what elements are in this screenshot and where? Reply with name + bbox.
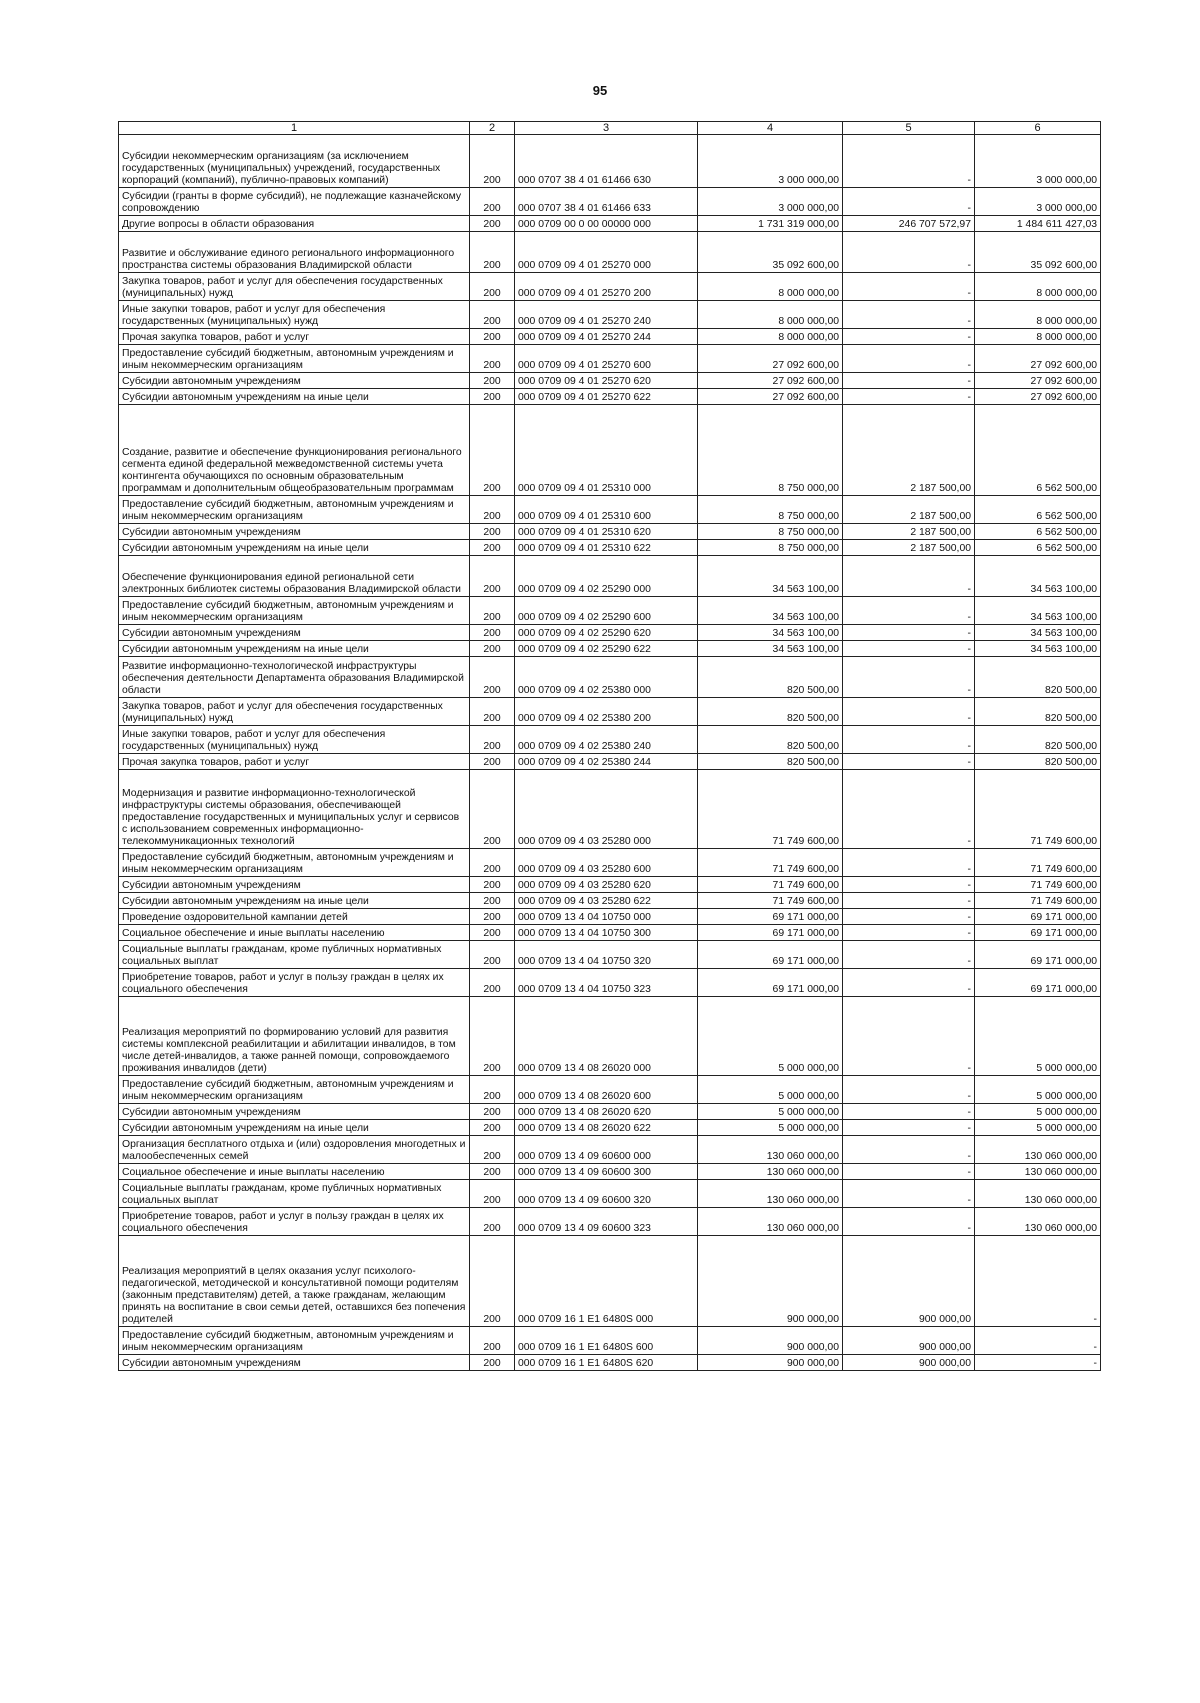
table-row bbox=[119, 877, 1101, 893]
row-code-cell: 000 0709 09 4 02 25380 244 bbox=[515, 754, 698, 770]
table-row bbox=[119, 1104, 1101, 1120]
row-admin-cell: 200 bbox=[470, 405, 515, 496]
row-total-cell: - bbox=[975, 1327, 1101, 1355]
row-code-cell: 000 0709 00 0 00 00000 000 bbox=[515, 216, 698, 232]
table-row bbox=[119, 625, 1101, 641]
row-code-cell: 000 0709 13 4 04 10750 320 bbox=[515, 941, 698, 969]
row-plan-cell: 5 000 000,00 bbox=[698, 1076, 843, 1104]
row-total-cell: 3 000 000,00 bbox=[975, 135, 1101, 188]
row-change-cell: - bbox=[843, 849, 975, 877]
row-change-cell: - bbox=[843, 969, 975, 997]
table-row bbox=[119, 1164, 1101, 1180]
row-admin-cell: 200 bbox=[470, 893, 515, 909]
table-row bbox=[119, 849, 1101, 877]
row-admin-cell: 200 bbox=[470, 1180, 515, 1208]
row-plan-cell: 34 563 100,00 bbox=[698, 556, 843, 597]
row-plan-cell: 3 000 000,00 bbox=[698, 135, 843, 188]
row-admin-cell: 200 bbox=[470, 754, 515, 770]
row-plan-cell: 3 000 000,00 bbox=[698, 188, 843, 216]
table-row bbox=[119, 556, 1101, 597]
row-name-cell: Предоставление субсидий бюджетным, автономным учреждениям и иным некоммерческим организациям bbox=[119, 1327, 470, 1355]
row-change-cell: - bbox=[843, 556, 975, 597]
table-row bbox=[119, 540, 1101, 556]
row-plan-cell: 5 000 000,00 bbox=[698, 997, 843, 1076]
row-total-cell: 69 171 000,00 bbox=[975, 941, 1101, 969]
row-admin-cell: 200 bbox=[470, 1120, 515, 1136]
row-name-cell: Иные закупки товаров, работ и услуг для обеспечения государственных (муниципальных) нужд bbox=[119, 301, 470, 329]
row-admin-cell: 200 bbox=[470, 1355, 515, 1371]
row-change-cell: 246 707 572,97 bbox=[843, 216, 975, 232]
row-total-cell: - bbox=[975, 1355, 1101, 1371]
row-admin-cell: 200 bbox=[470, 698, 515, 726]
row-name-cell: Реализация мероприятий по формированию условий для развития системы комплексной реабилитации и абилитации инвалидов, в том числе детей-инвалидов, а также ранней помощи, сопровождаемого проживания инвалидов (дети) bbox=[119, 997, 470, 1076]
row-total-cell: 71 749 600,00 bbox=[975, 770, 1101, 849]
table-row bbox=[119, 135, 1101, 188]
row-code-cell: 000 0709 09 4 01 25310 622 bbox=[515, 540, 698, 556]
table-row bbox=[119, 698, 1101, 726]
table-row bbox=[119, 754, 1101, 770]
row-admin-cell: 200 bbox=[470, 597, 515, 625]
table-row bbox=[119, 1355, 1101, 1371]
row-name-cell: Предоставление субсидий бюджетным, автономным учреждениям и иным некоммерческим организациям bbox=[119, 496, 470, 524]
row-total-cell: 820 500,00 bbox=[975, 657, 1101, 698]
row-change-cell: - bbox=[843, 1180, 975, 1208]
row-change-cell: - bbox=[843, 625, 975, 641]
row-total-cell: 69 171 000,00 bbox=[975, 969, 1101, 997]
row-plan-cell: 71 749 600,00 bbox=[698, 893, 843, 909]
table-row bbox=[119, 405, 1101, 496]
row-admin-cell: 200 bbox=[470, 657, 515, 698]
row-admin-cell: 200 bbox=[470, 556, 515, 597]
row-code-cell: 000 0709 13 4 08 26020 000 bbox=[515, 997, 698, 1076]
row-code-cell: 000 0709 13 4 08 26020 622 bbox=[515, 1120, 698, 1136]
row-plan-cell: 69 171 000,00 bbox=[698, 909, 843, 925]
table-row bbox=[119, 496, 1101, 524]
column-header-change: 5 bbox=[843, 122, 975, 135]
row-code-cell: 000 0709 13 4 04 10750 000 bbox=[515, 909, 698, 925]
row-code-cell: 000 0709 09 4 03 25280 600 bbox=[515, 849, 698, 877]
row-total-cell: 34 563 100,00 bbox=[975, 597, 1101, 625]
row-total-cell: 69 171 000,00 bbox=[975, 925, 1101, 941]
row-change-cell: - bbox=[843, 329, 975, 345]
row-code-cell: 000 0709 13 4 09 60600 300 bbox=[515, 1164, 698, 1180]
row-total-cell: 130 060 000,00 bbox=[975, 1136, 1101, 1164]
table-row bbox=[119, 909, 1101, 925]
row-plan-cell: 5 000 000,00 bbox=[698, 1120, 843, 1136]
row-change-cell: - bbox=[843, 345, 975, 373]
row-change-cell: 2 187 500,00 bbox=[843, 540, 975, 556]
row-plan-cell: 8 750 000,00 bbox=[698, 405, 843, 496]
row-name-cell: Проведение оздоровительной кампании детей bbox=[119, 909, 470, 925]
row-change-cell: - bbox=[843, 657, 975, 698]
table-row bbox=[119, 273, 1101, 301]
row-admin-cell: 200 bbox=[470, 188, 515, 216]
row-total-cell: 5 000 000,00 bbox=[975, 1120, 1101, 1136]
row-total-cell: 130 060 000,00 bbox=[975, 1208, 1101, 1236]
row-plan-cell: 69 171 000,00 bbox=[698, 925, 843, 941]
row-total-cell: 71 749 600,00 bbox=[975, 877, 1101, 893]
table-row bbox=[119, 969, 1101, 997]
row-change-cell: 2 187 500,00 bbox=[843, 496, 975, 524]
row-total-cell: 1 484 611 427,03 bbox=[975, 216, 1101, 232]
column-header-plan: 4 bbox=[698, 122, 843, 135]
row-name-cell: Предоставление субсидий бюджетным, автономным учреждениям и иным некоммерческим организациям bbox=[119, 1076, 470, 1104]
row-code-cell: 000 0709 13 4 09 60600 320 bbox=[515, 1180, 698, 1208]
table-body bbox=[119, 135, 1101, 1371]
row-code-cell: 000 0709 09 4 03 25280 620 bbox=[515, 877, 698, 893]
row-plan-cell: 71 749 600,00 bbox=[698, 849, 843, 877]
row-code-cell: 000 0709 09 4 01 25270 622 bbox=[515, 389, 698, 405]
row-code-cell: 000 0709 09 4 01 25270 240 bbox=[515, 301, 698, 329]
row-plan-cell: 27 092 600,00 bbox=[698, 389, 843, 405]
row-total-cell: - bbox=[975, 1236, 1101, 1327]
table-row bbox=[119, 1180, 1101, 1208]
row-name-cell: Предоставление субсидий бюджетным, автономным учреждениям и иным некоммерческим организациям bbox=[119, 345, 470, 373]
table-row bbox=[119, 893, 1101, 909]
row-admin-cell: 200 bbox=[470, 1327, 515, 1355]
row-total-cell: 34 563 100,00 bbox=[975, 625, 1101, 641]
row-admin-cell: 200 bbox=[470, 1136, 515, 1164]
row-change-cell: - bbox=[843, 770, 975, 849]
row-change-cell: - bbox=[843, 893, 975, 909]
row-admin-cell: 200 bbox=[470, 540, 515, 556]
row-total-cell: 820 500,00 bbox=[975, 698, 1101, 726]
table-row bbox=[119, 1327, 1101, 1355]
row-name-cell: Социальные выплаты гражданам, кроме публичных нормативных социальных выплат bbox=[119, 941, 470, 969]
row-plan-cell: 27 092 600,00 bbox=[698, 373, 843, 389]
row-plan-cell: 900 000,00 bbox=[698, 1327, 843, 1355]
row-total-cell: 5 000 000,00 bbox=[975, 1104, 1101, 1120]
row-total-cell: 8 000 000,00 bbox=[975, 301, 1101, 329]
row-admin-cell: 200 bbox=[470, 373, 515, 389]
row-name-cell: Социальные выплаты гражданам, кроме публичных нормативных социальных выплат bbox=[119, 1180, 470, 1208]
row-plan-cell: 820 500,00 bbox=[698, 726, 843, 754]
table-row bbox=[119, 657, 1101, 698]
row-plan-cell: 900 000,00 bbox=[698, 1236, 843, 1327]
row-name-cell: Субсидии (гранты в форме субсидий), не подлежащие казначейскому сопровождению bbox=[119, 188, 470, 216]
table-row bbox=[119, 941, 1101, 969]
row-plan-cell: 8 750 000,00 bbox=[698, 496, 843, 524]
row-total-cell: 8 000 000,00 bbox=[975, 329, 1101, 345]
row-change-cell: - bbox=[843, 698, 975, 726]
row-total-cell: 6 562 500,00 bbox=[975, 405, 1101, 496]
row-change-cell: - bbox=[843, 997, 975, 1076]
row-total-cell: 130 060 000,00 bbox=[975, 1180, 1101, 1208]
row-admin-cell: 200 bbox=[470, 925, 515, 941]
row-code-cell: 000 0709 16 1 E1 6480S 000 bbox=[515, 1236, 698, 1327]
row-plan-cell: 8 000 000,00 bbox=[698, 273, 843, 301]
row-change-cell: - bbox=[843, 909, 975, 925]
table-row bbox=[119, 925, 1101, 941]
row-name-cell: Развитие и обслуживание единого регионального информационного пространства системы образования Владимирской области bbox=[119, 232, 470, 273]
row-admin-cell: 200 bbox=[470, 232, 515, 273]
row-name-cell: Организация бесплатного отдыха и (или) оздоровления многодетных и малообеспеченных семей bbox=[119, 1136, 470, 1164]
row-name-cell: Приобретение товаров, работ и услуг в пользу граждан в целях их социального обеспечения bbox=[119, 969, 470, 997]
row-admin-cell: 200 bbox=[470, 726, 515, 754]
row-change-cell: - bbox=[843, 1120, 975, 1136]
row-change-cell: 900 000,00 bbox=[843, 1327, 975, 1355]
row-name-cell: Обеспечение функционирования единой региональной сети электронных библиотек системы образования Владимирской области bbox=[119, 556, 470, 597]
row-admin-cell: 200 bbox=[470, 1104, 515, 1120]
row-name-cell: Субсидии автономным учреждениям на иные цели bbox=[119, 389, 470, 405]
row-admin-cell: 200 bbox=[470, 969, 515, 997]
row-plan-cell: 130 060 000,00 bbox=[698, 1136, 843, 1164]
row-code-cell: 000 0709 09 4 02 25380 240 bbox=[515, 726, 698, 754]
row-plan-cell: 130 060 000,00 bbox=[698, 1208, 843, 1236]
row-code-cell: 000 0709 09 4 01 25310 620 bbox=[515, 524, 698, 540]
row-change-cell: - bbox=[843, 389, 975, 405]
table-row bbox=[119, 389, 1101, 405]
row-plan-cell: 34 563 100,00 bbox=[698, 625, 843, 641]
row-name-cell: Субсидии автономным учреждениям bbox=[119, 1104, 470, 1120]
row-change-cell: - bbox=[843, 597, 975, 625]
row-admin-cell: 200 bbox=[470, 909, 515, 925]
table-row bbox=[119, 1208, 1101, 1236]
row-change-cell: - bbox=[843, 641, 975, 657]
row-code-cell: 000 0709 09 4 01 25270 244 bbox=[515, 329, 698, 345]
row-code-cell: 000 0707 38 4 01 61466 633 bbox=[515, 188, 698, 216]
row-admin-cell: 200 bbox=[470, 941, 515, 969]
table-row bbox=[119, 726, 1101, 754]
row-code-cell: 000 0709 09 4 02 25380 000 bbox=[515, 657, 698, 698]
table-row bbox=[119, 597, 1101, 625]
row-plan-cell: 35 092 600,00 bbox=[698, 232, 843, 273]
row-change-cell: - bbox=[843, 1208, 975, 1236]
row-admin-cell: 200 bbox=[470, 877, 515, 893]
row-total-cell: 27 092 600,00 bbox=[975, 345, 1101, 373]
row-name-cell: Прочая закупка товаров, работ и услуг bbox=[119, 754, 470, 770]
row-total-cell: 27 092 600,00 bbox=[975, 389, 1101, 405]
row-plan-cell: 820 500,00 bbox=[698, 698, 843, 726]
row-name-cell: Субсидии автономным учреждениям на иные цели bbox=[119, 540, 470, 556]
row-change-cell: 2 187 500,00 bbox=[843, 405, 975, 496]
row-total-cell: 71 749 600,00 bbox=[975, 893, 1101, 909]
row-name-cell: Социальное обеспечение и иные выплаты населению bbox=[119, 925, 470, 941]
row-name-cell: Социальное обеспечение и иные выплаты населению bbox=[119, 1164, 470, 1180]
row-change-cell: - bbox=[843, 754, 975, 770]
row-name-cell: Субсидии автономным учреждениям bbox=[119, 877, 470, 893]
row-plan-cell: 820 500,00 bbox=[698, 754, 843, 770]
row-code-cell: 000 0709 09 4 01 25270 000 bbox=[515, 232, 698, 273]
row-total-cell: 5 000 000,00 bbox=[975, 1076, 1101, 1104]
row-total-cell: 5 000 000,00 bbox=[975, 997, 1101, 1076]
row-total-cell: 820 500,00 bbox=[975, 726, 1101, 754]
row-plan-cell: 8 750 000,00 bbox=[698, 540, 843, 556]
table-row bbox=[119, 329, 1101, 345]
row-plan-cell: 27 092 600,00 bbox=[698, 345, 843, 373]
row-code-cell: 000 0709 13 4 09 60600 000 bbox=[515, 1136, 698, 1164]
row-name-cell: Субсидии автономным учреждениям bbox=[119, 1355, 470, 1371]
row-change-cell: 900 000,00 bbox=[843, 1355, 975, 1371]
row-name-cell: Субсидии автономным учреждениям bbox=[119, 373, 470, 389]
column-header-total: 6 bbox=[975, 122, 1101, 135]
row-admin-cell: 200 bbox=[470, 625, 515, 641]
row-code-cell: 000 0709 09 4 02 25290 000 bbox=[515, 556, 698, 597]
row-code-cell: 000 0709 09 4 02 25290 600 bbox=[515, 597, 698, 625]
row-plan-cell: 130 060 000,00 bbox=[698, 1164, 843, 1180]
row-name-cell: Субсидии автономным учреждениям bbox=[119, 524, 470, 540]
row-admin-cell: 200 bbox=[470, 770, 515, 849]
row-plan-cell: 34 563 100,00 bbox=[698, 641, 843, 657]
row-code-cell: 000 0709 09 4 03 25280 622 bbox=[515, 893, 698, 909]
row-admin-cell: 200 bbox=[470, 301, 515, 329]
row-plan-cell: 820 500,00 bbox=[698, 657, 843, 698]
row-code-cell: 000 0709 09 4 01 25310 000 bbox=[515, 405, 698, 496]
column-header-admin: 2 bbox=[470, 122, 515, 135]
row-plan-cell: 8 000 000,00 bbox=[698, 329, 843, 345]
table-row bbox=[119, 1236, 1101, 1327]
row-name-cell: Предоставление субсидий бюджетным, автономным учреждениям и иным некоммерческим организациям bbox=[119, 597, 470, 625]
row-name-cell: Субсидии автономным учреждениям на иные цели bbox=[119, 641, 470, 657]
table-row bbox=[119, 345, 1101, 373]
row-change-cell: - bbox=[843, 941, 975, 969]
row-admin-cell: 200 bbox=[470, 273, 515, 301]
row-admin-cell: 200 bbox=[470, 1076, 515, 1104]
row-code-cell: 000 0709 13 4 08 26020 620 bbox=[515, 1104, 698, 1120]
row-change-cell: - bbox=[843, 1164, 975, 1180]
row-code-cell: 000 0709 13 4 04 10750 323 bbox=[515, 969, 698, 997]
row-change-cell: - bbox=[843, 188, 975, 216]
row-total-cell: 130 060 000,00 bbox=[975, 1164, 1101, 1180]
row-total-cell: 69 171 000,00 bbox=[975, 909, 1101, 925]
row-change-cell: 900 000,00 bbox=[843, 1236, 975, 1327]
table-row bbox=[119, 301, 1101, 329]
row-name-cell: Создание, развитие и обеспечение функционирования регионального сегмента единой федеральной межведомственной системы учета контингента обучающихся по основным образовательным программам и дополнительным общеобразовательным программам bbox=[119, 405, 470, 496]
row-change-cell: - bbox=[843, 135, 975, 188]
row-admin-cell: 200 bbox=[470, 524, 515, 540]
row-change-cell: - bbox=[843, 373, 975, 389]
column-header-name: 1 bbox=[119, 122, 470, 135]
row-plan-cell: 5 000 000,00 bbox=[698, 1104, 843, 1120]
row-code-cell: 000 0709 09 4 01 25310 600 bbox=[515, 496, 698, 524]
page-number: 95 bbox=[592, 83, 608, 98]
table-row bbox=[119, 188, 1101, 216]
row-admin-cell: 200 bbox=[470, 997, 515, 1076]
row-name-cell: Закупка товаров, работ и услуг для обеспечения государственных (муниципальных) нужд bbox=[119, 698, 470, 726]
budget-table bbox=[118, 121, 1101, 1371]
row-change-cell: - bbox=[843, 232, 975, 273]
table-row bbox=[119, 373, 1101, 389]
row-change-cell: - bbox=[843, 877, 975, 893]
row-admin-cell: 200 bbox=[470, 1164, 515, 1180]
row-plan-cell: 1 731 319 000,00 bbox=[698, 216, 843, 232]
row-name-cell: Закупка товаров, работ и услуг для обеспечения государственных (муниципальных) нужд bbox=[119, 273, 470, 301]
row-name-cell: Реализация мероприятий в целях оказания услуг психолого-педагогической, методической и консультативной помощи родителям (законным представителям) детей, а также гражданам, желающим принять на воспитание в свои семьи детей, оставшихся без попечения родителей bbox=[119, 1236, 470, 1327]
row-admin-cell: 200 bbox=[470, 216, 515, 232]
row-name-cell: Прочая закупка товаров, работ и услуг bbox=[119, 329, 470, 345]
row-change-cell: - bbox=[843, 1136, 975, 1164]
row-code-cell: 000 0709 13 4 08 26020 600 bbox=[515, 1076, 698, 1104]
table-row bbox=[119, 1076, 1101, 1104]
row-code-cell: 000 0709 16 1 E1 6480S 620 bbox=[515, 1355, 698, 1371]
row-admin-cell: 200 bbox=[470, 496, 515, 524]
row-code-cell: 000 0709 09 4 02 25290 620 bbox=[515, 625, 698, 641]
row-change-cell: - bbox=[843, 726, 975, 754]
table-row bbox=[119, 997, 1101, 1076]
row-total-cell: 6 562 500,00 bbox=[975, 524, 1101, 540]
row-name-cell: Приобретение товаров, работ и услуг в пользу граждан в целях их социального обеспечения bbox=[119, 1208, 470, 1236]
row-name-cell: Субсидии автономным учреждениям на иные цели bbox=[119, 893, 470, 909]
row-admin-cell: 200 bbox=[470, 329, 515, 345]
row-admin-cell: 200 bbox=[470, 1236, 515, 1327]
row-total-cell: 820 500,00 bbox=[975, 754, 1101, 770]
row-name-cell: Субсидии автономным учреждениям bbox=[119, 625, 470, 641]
row-admin-cell: 200 bbox=[470, 641, 515, 657]
row-name-cell: Другие вопросы в области образования bbox=[119, 216, 470, 232]
row-total-cell: 3 000 000,00 bbox=[975, 188, 1101, 216]
row-change-cell: - bbox=[843, 925, 975, 941]
row-name-cell: Иные закупки товаров, работ и услуг для обеспечения государственных (муниципальных) нужд bbox=[119, 726, 470, 754]
row-code-cell: 000 0709 13 4 04 10750 300 bbox=[515, 925, 698, 941]
row-plan-cell: 8 750 000,00 bbox=[698, 524, 843, 540]
row-code-cell: 000 0709 09 4 02 25290 622 bbox=[515, 641, 698, 657]
row-code-cell: 000 0707 38 4 01 61466 630 bbox=[515, 135, 698, 188]
row-code-cell: 000 0709 09 4 01 25270 600 bbox=[515, 345, 698, 373]
row-name-cell: Субсидии некоммерческим организациям (за исключением государственных (муниципальных) учреждений, государственных корпораций (компаний), публично-правовых компаний) bbox=[119, 135, 470, 188]
row-admin-cell: 200 bbox=[470, 135, 515, 188]
row-name-cell: Модернизация и развитие информационно-технологической инфраструктуры системы образования, обеспечивающей предоставление государственных и муниципальных услуг и сервисов с использованием современных информационно-телекоммуникационных технологий bbox=[119, 770, 470, 849]
row-code-cell: 000 0709 09 4 02 25380 200 bbox=[515, 698, 698, 726]
row-admin-cell: 200 bbox=[470, 345, 515, 373]
row-total-cell: 8 000 000,00 bbox=[975, 273, 1101, 301]
row-name-cell: Предоставление субсидий бюджетным, автономным учреждениям и иным некоммерческим организациям bbox=[119, 849, 470, 877]
row-code-cell: 000 0709 16 1 E1 6480S 600 bbox=[515, 1327, 698, 1355]
column-header-code: 3 bbox=[515, 122, 698, 135]
row-change-cell: - bbox=[843, 301, 975, 329]
table-row bbox=[119, 641, 1101, 657]
row-admin-cell: 200 bbox=[470, 1208, 515, 1236]
row-plan-cell: 69 171 000,00 bbox=[698, 969, 843, 997]
row-plan-cell: 130 060 000,00 bbox=[698, 1180, 843, 1208]
table-row bbox=[119, 524, 1101, 540]
row-total-cell: 71 749 600,00 bbox=[975, 849, 1101, 877]
table-row bbox=[119, 216, 1101, 232]
row-code-cell: 000 0709 09 4 01 25270 620 bbox=[515, 373, 698, 389]
row-admin-cell: 200 bbox=[470, 849, 515, 877]
table-row bbox=[119, 1136, 1101, 1164]
row-total-cell: 35 092 600,00 bbox=[975, 232, 1101, 273]
table-row bbox=[119, 1120, 1101, 1136]
row-total-cell: 34 563 100,00 bbox=[975, 641, 1101, 657]
row-code-cell: 000 0709 13 4 09 60600 323 bbox=[515, 1208, 698, 1236]
row-code-cell: 000 0709 09 4 03 25280 000 bbox=[515, 770, 698, 849]
table-header-row bbox=[119, 122, 1101, 135]
row-change-cell: 2 187 500,00 bbox=[843, 524, 975, 540]
row-admin-cell: 200 bbox=[470, 389, 515, 405]
row-name-cell: Субсидии автономным учреждениям на иные цели bbox=[119, 1120, 470, 1136]
row-change-cell: - bbox=[843, 273, 975, 301]
row-total-cell: 6 562 500,00 bbox=[975, 540, 1101, 556]
row-total-cell: 34 563 100,00 bbox=[975, 556, 1101, 597]
table-row bbox=[119, 770, 1101, 849]
row-total-cell: 27 092 600,00 bbox=[975, 373, 1101, 389]
row-plan-cell: 900 000,00 bbox=[698, 1355, 843, 1371]
row-plan-cell: 71 749 600,00 bbox=[698, 770, 843, 849]
row-plan-cell: 34 563 100,00 bbox=[698, 597, 843, 625]
row-change-cell: - bbox=[843, 1104, 975, 1120]
table-row bbox=[119, 232, 1101, 273]
row-change-cell: - bbox=[843, 1076, 975, 1104]
row-plan-cell: 71 749 600,00 bbox=[698, 877, 843, 893]
row-name-cell: Развитие информационно-технологической инфраструктуры обеспечения деятельности Департамента образования Владимирской области bbox=[119, 657, 470, 698]
row-plan-cell: 8 000 000,00 bbox=[698, 301, 843, 329]
row-code-cell: 000 0709 09 4 01 25270 200 bbox=[515, 273, 698, 301]
row-plan-cell: 69 171 000,00 bbox=[698, 941, 843, 969]
row-total-cell: 6 562 500,00 bbox=[975, 496, 1101, 524]
